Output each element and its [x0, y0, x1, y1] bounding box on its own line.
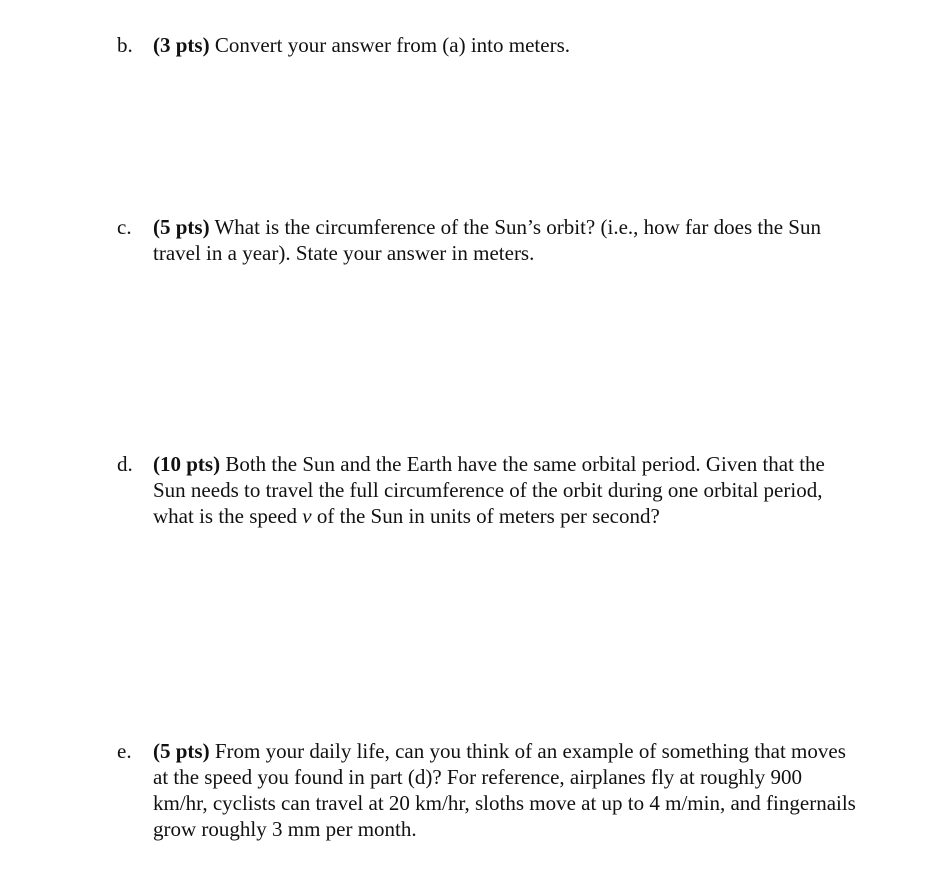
question-e: [117, 738, 857, 842]
question-d: [117, 451, 857, 529]
question-letter: e.: [117, 739, 132, 763]
speed-variable: v: [302, 504, 312, 528]
question-body: [153, 214, 857, 266]
question-text: From your daily life, can you think of an example of something that moves at the speed you found in part (d)? For reference, airplanes fly at roughly 900 km/hr, cyclists can travel at 20 km/hr, sloths move at up to 4 m/min, and fingernails grow roughly 3 mm per month.: [153, 739, 856, 841]
question-body: [153, 32, 857, 58]
question-text: What is the circumference of the Sun’s orbit? (i.e., how far does the Sun travel in a year). State your answer in meters.: [153, 215, 821, 265]
question-b: [117, 32, 857, 58]
question-text: Convert your answer from (a) into meters.: [214, 33, 570, 57]
question-text-continued: of the Sun in units of meters per second?: [316, 504, 660, 528]
question-body: [153, 738, 857, 842]
question-c: [117, 214, 857, 266]
question-points: (10 pts): [153, 452, 221, 476]
question-text: Both the Sun and the Earth have the same orbital period. Given that the Sun needs to travel the full circumference of the orbit during one orbital period, what is the speed: [153, 452, 825, 528]
question-points: (5 pts): [153, 739, 210, 763]
question-body: [153, 451, 857, 529]
question-points: (5 pts): [153, 215, 210, 239]
question-letter: c.: [117, 215, 132, 239]
question-letter: d.: [117, 452, 133, 476]
question-points: (3 pts): [153, 33, 210, 57]
question-letter: b.: [117, 33, 133, 57]
